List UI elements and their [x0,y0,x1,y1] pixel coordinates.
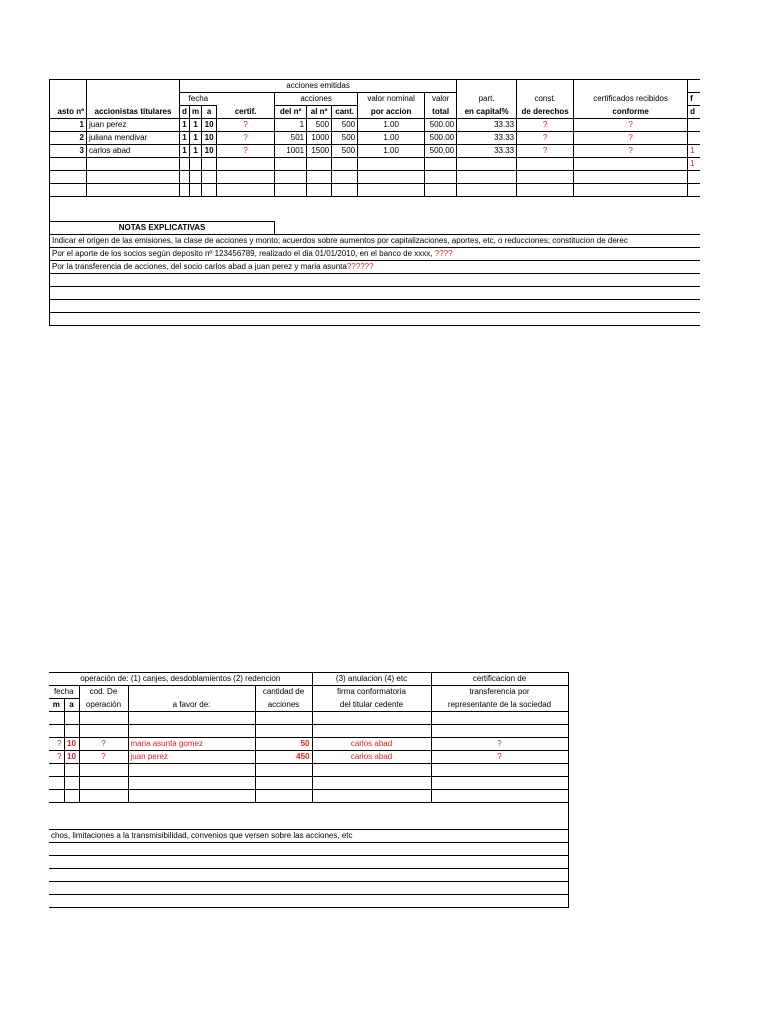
note-line-empty [49,895,568,908]
header-a-favor: a favor de: [128,699,255,712]
header-cant: cant. [332,106,358,119]
header-operacion-2: operación [79,699,128,712]
table-row: 1 [50,158,700,171]
table-row [49,777,568,790]
table-row: 1 juan perez 1 1 10 ? 1 500 500 1.00 500.00 33.33 ? ? [50,119,700,132]
shareholder-register-table [49,79,700,326]
header-a-2: a [64,699,79,712]
table-row: ? 10 ? maria asunta gomez 50 carlos abad ? [49,738,568,751]
header-total: total [425,106,457,119]
header-accionistas: accionistas titulares [87,106,180,119]
header-titular: del titular cedente [312,699,431,712]
header-anulacion: (3) anulacion (4) etc [312,673,431,686]
header-valor-nominal: valor nominal [358,93,425,106]
header-certificados: certificados recibidos [574,93,688,106]
header-conforme: conforme [574,106,688,119]
header-m: m [190,106,202,119]
table-row [49,712,568,725]
table-row [50,184,700,197]
table-row: 2 juliana mendivar 1 1 10 ? 501 1000 500 1.00 500.00 33.33 ? ? [50,132,700,145]
header-en-capital: en capital% [457,106,517,119]
header-transferencia: transferencia por [431,686,568,699]
header-asto: asto nº [50,106,87,119]
table-row: 3 carlos abad 1 1 10 ? 1001 1500 500 1.00 500.00 33.33 ? ? 1 [50,145,700,158]
header-firma: firma conformatoria [312,686,431,699]
header-valor: valor [425,93,457,106]
header-acciones-2: acciones [255,699,312,712]
note-line-empty [49,869,568,882]
table-row: ? 10 ? juan perez 450 carlos abad ? [49,751,568,764]
header-d: d [180,106,190,119]
header-de-derechos: de derechos [517,106,574,119]
header-acciones-emitidas: acciones emitidas [180,80,457,93]
header-const: const. [517,93,574,106]
notas-explicativas-title: NOTAS EXPLICATIVAS [50,222,275,235]
header-truncated-f: f [688,93,700,106]
header-certif: certif. [217,106,275,119]
note-line-2: Por el aporte de los socios según deposito nº 123456789, realizado el dia 01/01/2010, en el banco de xxxx, ???? [50,248,700,261]
header-cod: cod. De [79,686,128,699]
header-part: part. [457,93,517,106]
note-line-3: Por la transferencia de acciones, del socio carlos abad a juan perez y maria asunta?????? [50,261,700,274]
header-acciones: acciones [275,93,358,106]
note-line-empty [49,882,568,895]
header-certificacion: certificacion de [431,673,568,686]
note-line-empty [50,274,700,287]
table-row [49,725,568,738]
header-del: del nº [275,106,307,119]
header-d2: d [688,106,700,119]
table-row [49,790,568,803]
note-line-empty [50,300,700,313]
table-row [50,171,700,184]
table-row [49,764,568,777]
note-line-empty [49,856,568,869]
note-continuation: chos, limitaciones a la transmisibilidad, convenios que versen sobre las acciones, etc [49,830,568,843]
header-cantidad: cantidad de [255,686,312,699]
header-fecha: fecha [180,93,217,106]
header-a: a [202,106,217,119]
note-line-empty [49,843,568,856]
header-por-accion: por accion [358,106,425,119]
note-line-empty [50,313,700,326]
transfer-operations-table [49,672,569,908]
header-representante: representante de la sociedad [431,699,568,712]
header-operacion: operación de: (1) canjes, desdoblamientos (2) redencion [49,673,312,686]
note-line-empty [50,287,700,300]
header-al: al nº [307,106,332,119]
note-line-1: Indicar el origen de las emisiones, la clase de acciones y monto; acuerdos sobre aumentos por capitalizaciones, aportes, etc, o reducciones; constitucion de derec [50,235,700,248]
header-fecha-2: fecha [49,686,79,699]
header-m-2: m [49,699,64,712]
